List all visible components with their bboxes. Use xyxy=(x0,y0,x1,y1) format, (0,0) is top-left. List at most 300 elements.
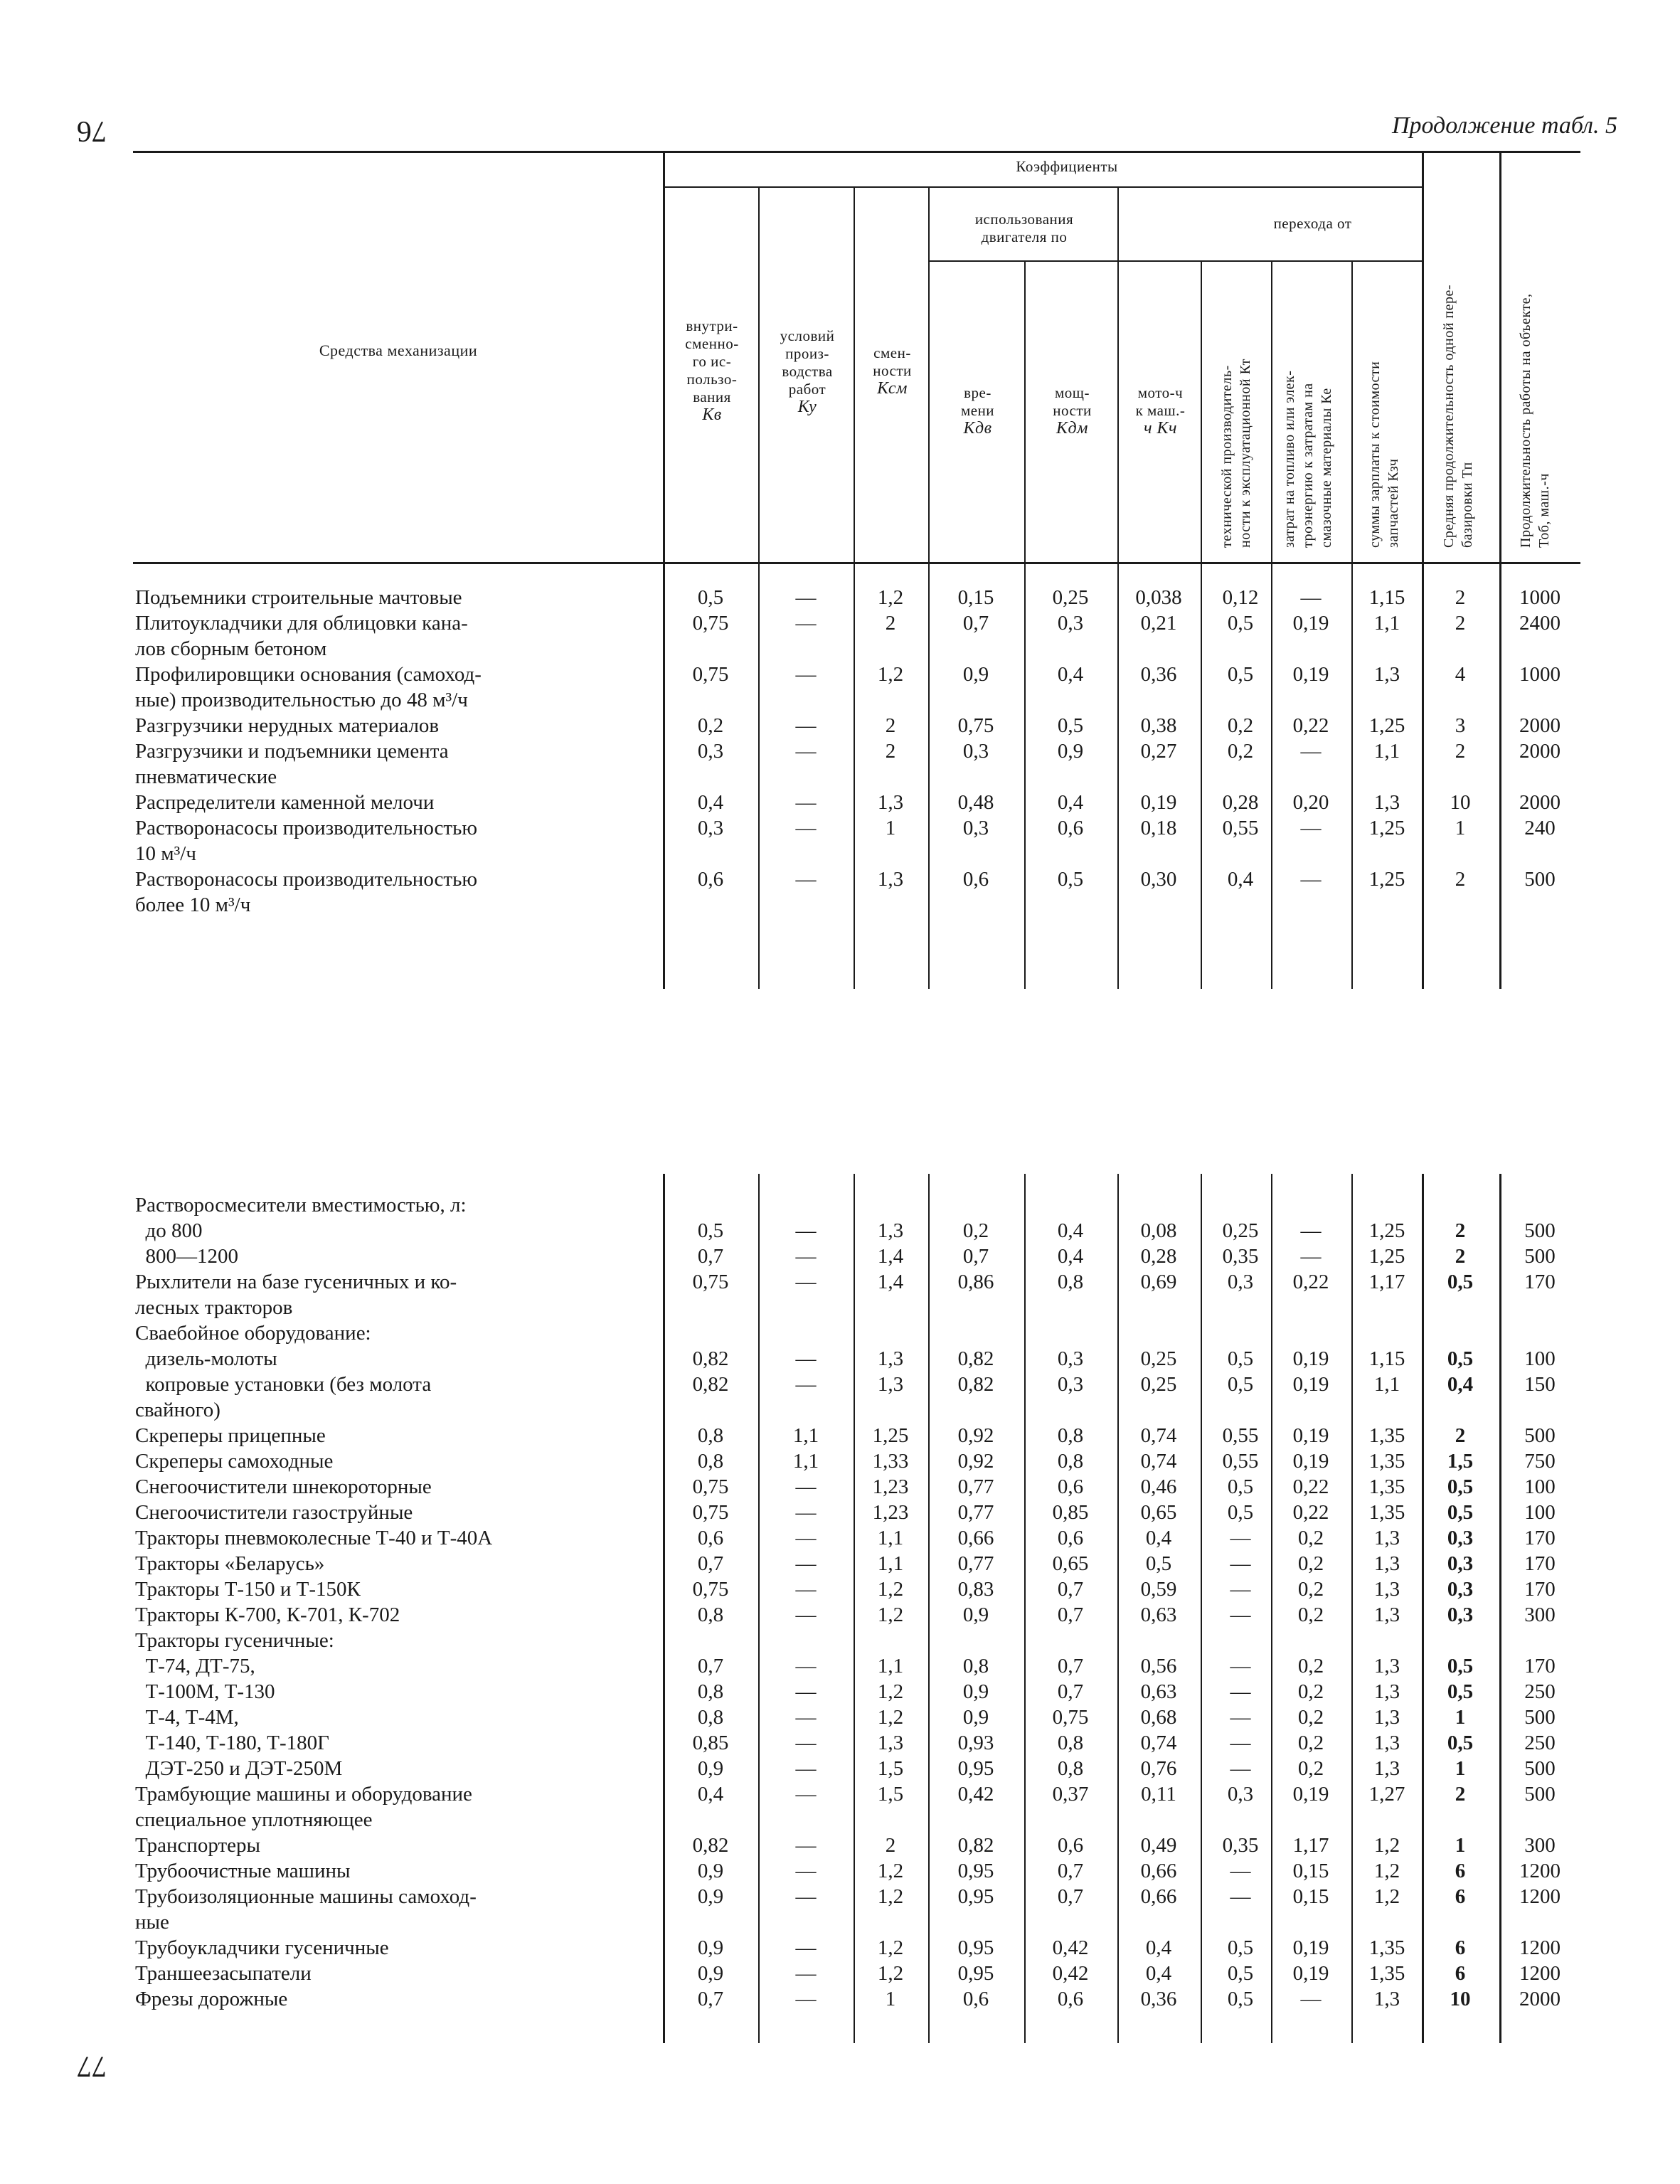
table-cell: 0,55 xyxy=(1222,1450,1259,1473)
table-cell: 0,36 xyxy=(1140,1988,1177,2010)
table-cell: 0,19 xyxy=(1292,1373,1329,1396)
table-cell: — xyxy=(795,1680,817,1703)
table-cell: — xyxy=(795,1245,817,1268)
table-cell: 0,20 xyxy=(1292,791,1329,814)
table-cell: 0,8 xyxy=(697,1424,724,1447)
table-cell: 0,5 xyxy=(1447,1271,1474,1293)
table-cell: — xyxy=(1300,740,1322,763)
header-moto: мото-ч к маш.- ч Кч xyxy=(1135,384,1186,438)
table-cell: 0,4 xyxy=(1145,1962,1172,1985)
header-ksm: смен- ности Ксм xyxy=(873,344,912,398)
table-cell: 0,5 xyxy=(1447,1655,1474,1677)
table-cell: 1,3 xyxy=(877,1347,904,1370)
table-cell: 1,35 xyxy=(1368,1936,1405,1959)
table-cell: 1,15 xyxy=(1368,1347,1405,1370)
table-cell: 2 xyxy=(1455,868,1466,891)
table-cell: 1,3 xyxy=(1373,1527,1400,1549)
table-cell: — xyxy=(795,1552,817,1575)
table-cell: 10 xyxy=(1450,791,1471,814)
row-name: Тракторы пневмоколесные Т-40 и Т-40А xyxy=(135,1527,493,1549)
table-cell: 0,82 xyxy=(692,1347,729,1370)
row-name: ДЭТ-250 и ДЭТ-250М xyxy=(135,1757,343,1780)
table-cell: 1,33 xyxy=(872,1450,909,1473)
header-transition: перехода от xyxy=(1273,215,1352,232)
table-cell: 500 xyxy=(1524,1783,1556,1806)
table-cell: 2 xyxy=(1455,1424,1466,1447)
table-cell: — xyxy=(1300,817,1322,839)
table-cell: 0,74 xyxy=(1140,1732,1177,1754)
table-cell: 0,7 xyxy=(697,1245,724,1268)
row-name: Тракторы К-700, К-701, К-702 xyxy=(135,1603,400,1626)
table-cell: 300 xyxy=(1524,1834,1556,1857)
table-cell: 0,8 xyxy=(697,1680,724,1703)
table-cell: 1,27 xyxy=(1368,1783,1405,1806)
table-cell: 0,56 xyxy=(1140,1655,1177,1677)
table-cell: 0,22 xyxy=(1292,714,1329,737)
table-cell: 2 xyxy=(885,1834,896,1857)
table-cell: 0,18 xyxy=(1140,817,1177,839)
row-name: Разгрузчики нерудных материалов xyxy=(135,714,440,737)
table-cell: — xyxy=(795,1936,817,1959)
header-power: мощ- ности Кдм xyxy=(1053,384,1092,438)
table-cell: 0,3 xyxy=(1447,1578,1474,1601)
table-cell: 0,83 xyxy=(957,1578,994,1601)
table-cell: 0,9 xyxy=(1057,740,1084,763)
table-cell: — xyxy=(1300,1219,1322,1242)
table-cell: 0,3 xyxy=(1057,1373,1084,1396)
table-cell: 0,82 xyxy=(692,1373,729,1396)
row-name: ные) производительностью до 48 м³/ч xyxy=(135,689,468,711)
table-cell: 1200 xyxy=(1519,1860,1561,1882)
row-name: 10 м³/ч xyxy=(135,842,196,865)
table-cell: 0,9 xyxy=(962,1603,989,1626)
table-cell: 0,5 xyxy=(1447,1680,1474,1703)
row-name: Скреперы самоходные xyxy=(135,1450,334,1473)
table-cell: 2 xyxy=(1455,1219,1466,1242)
table-cell: 2 xyxy=(1455,740,1466,763)
table-cell: 0,15 xyxy=(1292,1860,1329,1882)
table-cell: 100 xyxy=(1524,1347,1556,1370)
table-cell: 1,2 xyxy=(877,1860,904,1882)
table-cell: 0,7 xyxy=(1057,1885,1084,1908)
table-cell: 1,3 xyxy=(877,791,904,814)
table-cell: 0,25 xyxy=(1222,1219,1259,1242)
table-cell: 0,22 xyxy=(1292,1271,1329,1293)
table-cell: 0,2 xyxy=(962,1219,989,1242)
table-cell: 0,3 xyxy=(962,817,989,839)
table-cell: 0,7 xyxy=(1057,1603,1084,1626)
table-top-rule xyxy=(133,151,1580,153)
table-cell: 250 xyxy=(1524,1680,1556,1703)
table-cell: 1,25 xyxy=(1368,1219,1405,1242)
row-name: копровые установки (без молота xyxy=(135,1373,432,1396)
row-name: Трамбующие машины и оборудование xyxy=(135,1783,472,1806)
header-ke: затрат на топливо или элек- троэнергию к затратам на смазочные материалы Ке xyxy=(1282,370,1334,548)
table-cell: 0,9 xyxy=(962,1680,989,1703)
table-cell: 0,55 xyxy=(1222,1424,1259,1447)
table-cell: 0,55 xyxy=(1222,817,1259,839)
table-cell: — xyxy=(795,1783,817,1806)
table-cell: 0,8 xyxy=(1057,1271,1084,1293)
table-cell: 0,19 xyxy=(1292,1347,1329,1370)
header-tob: Продолжительность работы на объекте, Тоб, маш.-ч xyxy=(1518,293,1552,548)
table-cell: 0,38 xyxy=(1140,714,1177,737)
table-cell: 170 xyxy=(1524,1655,1556,1677)
table-cell: 0,6 xyxy=(1057,1834,1084,1857)
table-cell: 0,7 xyxy=(697,1552,724,1575)
table-cell: — xyxy=(795,1475,817,1498)
table-cell: 1,25 xyxy=(872,1424,909,1447)
table-cell: — xyxy=(1300,1245,1322,1268)
table-cell: 0,2 xyxy=(1297,1527,1324,1549)
table-cell: 1,35 xyxy=(1368,1475,1405,1498)
table-cell: 0,74 xyxy=(1140,1450,1177,1473)
table-cell: 0,22 xyxy=(1292,1501,1329,1524)
table-cell: 2 xyxy=(1455,1783,1466,1806)
row-name: ные xyxy=(135,1911,169,1934)
table-cell: 0,65 xyxy=(1140,1501,1177,1524)
table-cell: 1,4 xyxy=(877,1271,904,1293)
table-cell: 0,22 xyxy=(1292,1475,1329,1498)
table-cell: 0,3 xyxy=(1057,612,1084,635)
table-cell: 1,15 xyxy=(1368,586,1405,609)
table-cell: 0,5 xyxy=(697,1219,724,1242)
table-cell: 0,28 xyxy=(1222,791,1259,814)
table-cell: 0,9 xyxy=(697,1885,724,1908)
table-cell: 0,4 xyxy=(1057,1219,1084,1242)
table-cell: 500 xyxy=(1524,1424,1556,1447)
table-cell: 0,21 xyxy=(1140,612,1177,635)
table-cell: 1,3 xyxy=(1373,1680,1400,1703)
table-cell: — xyxy=(795,1757,817,1780)
table-cell: 0,7 xyxy=(962,1245,989,1268)
table-cell: 0,2 xyxy=(1297,1655,1324,1677)
row-name: Тракторы гусеничные: xyxy=(135,1629,334,1652)
table-cell: 0,25 xyxy=(1140,1347,1177,1370)
table-cell: 1,3 xyxy=(877,1732,904,1754)
table-cell: 2 xyxy=(885,740,896,763)
table-cell: 500 xyxy=(1524,868,1556,891)
table-cell: 0,75 xyxy=(957,714,994,737)
table-cell: 0,75 xyxy=(692,612,729,635)
table-cell: 0,74 xyxy=(1140,1424,1177,1447)
table-cell: 0,28 xyxy=(1140,1245,1177,1268)
table-cell: 0,9 xyxy=(962,1706,989,1729)
table-cell: — xyxy=(1230,1603,1251,1626)
table-cell: 0,2 xyxy=(1297,1732,1324,1754)
row-name: Сваебойное оборудование: xyxy=(135,1322,371,1345)
row-name: свайного) xyxy=(135,1399,220,1421)
table-cell: 1 xyxy=(1455,817,1466,839)
row-name: Снегоочистители газоструйные xyxy=(135,1501,413,1524)
table-cell: 0,95 xyxy=(957,1757,994,1780)
table-cell: 0,5 xyxy=(1227,1501,1254,1524)
table-cell: 1 xyxy=(1455,1834,1466,1857)
table-cell: 0,77 xyxy=(957,1501,994,1524)
table-cell: 0,038 xyxy=(1135,586,1182,609)
table-cell: 0,19 xyxy=(1140,791,1177,814)
table-cell: 1,5 xyxy=(1447,1450,1474,1473)
table-cell: 0,11 xyxy=(1141,1783,1176,1806)
table-cell: 0,2 xyxy=(1227,740,1254,763)
table-cell: 0,82 xyxy=(957,1347,994,1370)
table-cell: 1,2 xyxy=(1373,1834,1400,1857)
table-cell: 0,75 xyxy=(692,663,729,686)
table-cell: 0,5 xyxy=(1227,612,1254,635)
table-cell: 4 xyxy=(1455,663,1466,686)
table-cell: 0,4 xyxy=(1057,663,1084,686)
table-cell: 300 xyxy=(1524,1603,1556,1626)
table-cell: 1,3 xyxy=(1373,1732,1400,1754)
table-cell: 0,35 xyxy=(1222,1834,1259,1857)
table-cell: — xyxy=(795,1834,817,1857)
table-cell: 0,4 xyxy=(1145,1527,1172,1549)
header-kv: внутри- сменно- го ис- пользо- вания Кв xyxy=(685,317,739,424)
header-kt: технической производитель- ности к эксплуатационной Кт xyxy=(1219,359,1253,548)
table-cell: 0,82 xyxy=(957,1373,994,1396)
header-time: вре- мени Кдв xyxy=(960,384,995,438)
table-cell: 1,35 xyxy=(1368,1450,1405,1473)
table-cell: 0,5 xyxy=(1145,1552,1172,1575)
table-cell: — xyxy=(795,1271,817,1293)
table-cell: 0,12 xyxy=(1222,586,1259,609)
table-cell: 2000 xyxy=(1519,791,1561,814)
table-cell: 170 xyxy=(1524,1271,1556,1293)
table-cell: 1,1 xyxy=(877,1527,904,1549)
table-cell: 0,4 xyxy=(1057,791,1084,814)
table-cell: 0,42 xyxy=(957,1783,994,1806)
table-cell: 100 xyxy=(1524,1475,1556,1498)
row-name: до 800 xyxy=(135,1219,203,1242)
table-cell: 1,1 xyxy=(1373,612,1400,635)
table-cell: 0,77 xyxy=(957,1552,994,1575)
table-cell: 0,25 xyxy=(1052,586,1089,609)
header-ku: условий произ- водства работ Ку xyxy=(780,327,835,416)
table-cell: 1,3 xyxy=(1373,791,1400,814)
row-name: Тракторы «Беларусь» xyxy=(135,1552,325,1575)
table-cell: 0,25 xyxy=(1140,1373,1177,1396)
table-cell: — xyxy=(795,1655,817,1677)
table-cell: 0,65 xyxy=(1052,1552,1089,1575)
table-cell: 0,77 xyxy=(957,1475,994,1498)
table-cell: 6 xyxy=(1455,1936,1466,1959)
table-cell: 0,4 xyxy=(697,1783,724,1806)
table-cell: 1,1 xyxy=(877,1655,904,1677)
table-cell: 0,8 xyxy=(697,1450,724,1473)
table-cell: 0,8 xyxy=(1057,1424,1084,1447)
table-cell: 0,59 xyxy=(1140,1578,1177,1601)
table-cell: 0,69 xyxy=(1140,1271,1177,1293)
table-cell: 0,15 xyxy=(1292,1885,1329,1908)
table-cell: — xyxy=(795,740,817,763)
row-name: Транспортеры xyxy=(135,1834,261,1857)
table-cell: 1,3 xyxy=(1373,1603,1400,1626)
header-mechanization: Средства механизации xyxy=(319,341,478,359)
table-cell: — xyxy=(1230,1655,1251,1677)
table-cell: 0,2 xyxy=(697,714,724,737)
table-cell: — xyxy=(795,1860,817,1882)
table-cell: 0,6 xyxy=(1057,1527,1084,1549)
table-cell: 0,19 xyxy=(1292,612,1329,635)
table-cell: 0,5 xyxy=(1447,1501,1474,1524)
header-bottom-rule xyxy=(133,562,1580,564)
table-cell: 250 xyxy=(1524,1732,1556,1754)
table-cell: 0,37 xyxy=(1052,1783,1089,1806)
table-cell: 0,46 xyxy=(1140,1475,1177,1498)
table-cell: 0,76 xyxy=(1140,1757,1177,1780)
table-cell: 150 xyxy=(1524,1373,1556,1396)
table-cell: — xyxy=(795,817,817,839)
table-cell: 1 xyxy=(885,817,896,839)
table-cell: 1,2 xyxy=(877,1936,904,1959)
table-cell: 0,85 xyxy=(692,1732,729,1754)
table-cell: 0,8 xyxy=(962,1655,989,1677)
table-cell: 1,1 xyxy=(792,1450,819,1473)
table-cell: 0,6 xyxy=(1057,817,1084,839)
table-cell: 0,8 xyxy=(697,1603,724,1626)
row-name: Растворосмесители вместимостью, л: xyxy=(135,1194,467,1216)
page-number-top: 76 xyxy=(77,115,107,147)
table-cell: 0,7 xyxy=(1057,1655,1084,1677)
row-name: более 10 м³/ч xyxy=(135,894,251,916)
table-cell: 500 xyxy=(1524,1219,1556,1242)
table-cell: 0,6 xyxy=(1057,1475,1084,1498)
table-cell: 0,4 xyxy=(697,791,724,814)
table-cell: 0,8 xyxy=(697,1706,724,1729)
table-cell: 0,3 xyxy=(1227,1271,1254,1293)
row-name: Т-140, Т-180, Т-180Г xyxy=(135,1732,329,1754)
table-cell: — xyxy=(1230,1680,1251,1703)
table-cell: 1,1 xyxy=(1373,740,1400,763)
row-name: Плитоукладчики для облицовки кана- xyxy=(135,612,468,635)
table-cell: 0,15 xyxy=(957,586,994,609)
table-cell: 0,75 xyxy=(692,1475,729,1498)
table-cell: 2 xyxy=(885,612,896,635)
table-cell: 1000 xyxy=(1519,663,1561,686)
row-name: лесных тракторов xyxy=(135,1296,293,1319)
table-cell: 0,6 xyxy=(962,1988,989,2010)
table-cell: 1,2 xyxy=(877,1680,904,1703)
table-cell: 100 xyxy=(1524,1501,1556,1524)
table-cell: 0,2 xyxy=(1297,1757,1324,1780)
table-cell: 0,6 xyxy=(1057,1988,1084,2010)
table-cell: — xyxy=(1230,1860,1251,1882)
table-cell: 0,2 xyxy=(1297,1680,1324,1703)
row-name: Фрезы дорожные xyxy=(135,1988,288,2010)
table-cell: — xyxy=(795,714,817,737)
table-cell: 1,3 xyxy=(1373,1552,1400,1575)
table-cell: 0,5 xyxy=(1057,868,1084,891)
continuation-caption: Продолжение табл. 5 xyxy=(1391,112,1617,139)
table-cell: — xyxy=(795,791,817,814)
table-cell: 2 xyxy=(1455,586,1466,609)
table-cell: — xyxy=(795,1501,817,1524)
table-cell: 1,5 xyxy=(877,1757,904,1780)
row-name: Трубоукладчики гусеничные xyxy=(135,1936,389,1959)
table-cell: 1,2 xyxy=(877,586,904,609)
table-cell: 6 xyxy=(1455,1885,1466,1908)
table-cell: 0,4 xyxy=(1227,868,1254,891)
table-cell: 1,2 xyxy=(877,663,904,686)
table-cell: 0,19 xyxy=(1292,663,1329,686)
table-cell: 1,35 xyxy=(1368,1501,1405,1524)
table-cell: — xyxy=(1230,1527,1251,1549)
table-cell: — xyxy=(1300,1988,1322,2010)
table-cell: 0,5 xyxy=(1227,1936,1254,1959)
table-cell: — xyxy=(1230,1732,1251,1754)
row-name: Трубоочистные машины xyxy=(135,1860,351,1882)
table-cell: 0,82 xyxy=(692,1834,729,1857)
table-cell: 1,2 xyxy=(877,1885,904,1908)
table-cell: 1,3 xyxy=(877,1373,904,1396)
table-cell: 500 xyxy=(1524,1757,1556,1780)
table-cell: 500 xyxy=(1524,1245,1556,1268)
table-cell: 1000 xyxy=(1519,586,1561,609)
row-name: Снегоочистители шнекороторные xyxy=(135,1475,432,1498)
table-cell: 0,5 xyxy=(1227,1347,1254,1370)
table-cell: 0,95 xyxy=(957,1860,994,1882)
header-tp: Средняя продолжительность одной пере- базировки Тп xyxy=(1441,284,1475,548)
table-cell: 0,75 xyxy=(692,1501,729,1524)
table-cell: 0,85 xyxy=(1052,1501,1089,1524)
table-cell: 1,3 xyxy=(1373,1655,1400,1677)
row-name: Т-100М, Т-130 xyxy=(135,1680,275,1703)
table-cell: 0,86 xyxy=(957,1271,994,1293)
row-name: Разгрузчики и подъемники цемента xyxy=(135,740,449,763)
table-cell: 0,3 xyxy=(1227,1783,1254,1806)
table-cell: 0,5 xyxy=(1227,1962,1254,1985)
table-cell: 0,66 xyxy=(1140,1885,1177,1908)
table-cell: 0,7 xyxy=(1057,1578,1084,1601)
table-cell: — xyxy=(1230,1552,1251,1575)
table-cell: 0,4 xyxy=(1145,1936,1172,1959)
table-cell: 0,08 xyxy=(1140,1219,1177,1242)
row-name: Профилировщики основания (самоход- xyxy=(135,663,482,686)
table-cell: — xyxy=(795,1578,817,1601)
table-cell: — xyxy=(1230,1885,1251,1908)
table-cell: 0,66 xyxy=(1140,1860,1177,1882)
table-cell: 750 xyxy=(1524,1450,1556,1473)
table-cell: 0,92 xyxy=(957,1424,994,1447)
table-cell: 1,1 xyxy=(1373,1373,1400,1396)
table-cell: 0,95 xyxy=(957,1936,994,1959)
table-cell: 1,23 xyxy=(872,1501,909,1524)
table-cell: — xyxy=(795,1732,817,1754)
table-cell: — xyxy=(795,868,817,891)
table-cell: 0,5 xyxy=(697,586,724,609)
table-cell: 1,2 xyxy=(1373,1860,1400,1882)
table-cell: 0,6 xyxy=(697,1527,724,1549)
table-cell: 0,2 xyxy=(1227,714,1254,737)
coefficients-rule xyxy=(663,186,1422,188)
table-cell: 0,5 xyxy=(1057,714,1084,737)
table-cell: 0,5 xyxy=(1227,1475,1254,1498)
row-name: Трубоизоляционные машины самоход- xyxy=(135,1885,477,1908)
table-cell: 0,19 xyxy=(1292,1450,1329,1473)
table-cell: 0,42 xyxy=(1052,1936,1089,1959)
table-cell: 1,35 xyxy=(1368,1962,1405,1985)
table-cell: 0,95 xyxy=(957,1962,994,1985)
row-name: пневматические xyxy=(135,765,277,788)
table-cell: — xyxy=(795,612,817,635)
table-cell: 170 xyxy=(1524,1578,1556,1601)
table-cell: — xyxy=(1300,586,1322,609)
table-cell: 0,27 xyxy=(1140,740,1177,763)
table-cell: — xyxy=(795,1603,817,1626)
table-cell: 2000 xyxy=(1519,740,1561,763)
table-cell: 0,19 xyxy=(1292,1962,1329,1985)
table-cell: 0,9 xyxy=(697,1757,724,1780)
